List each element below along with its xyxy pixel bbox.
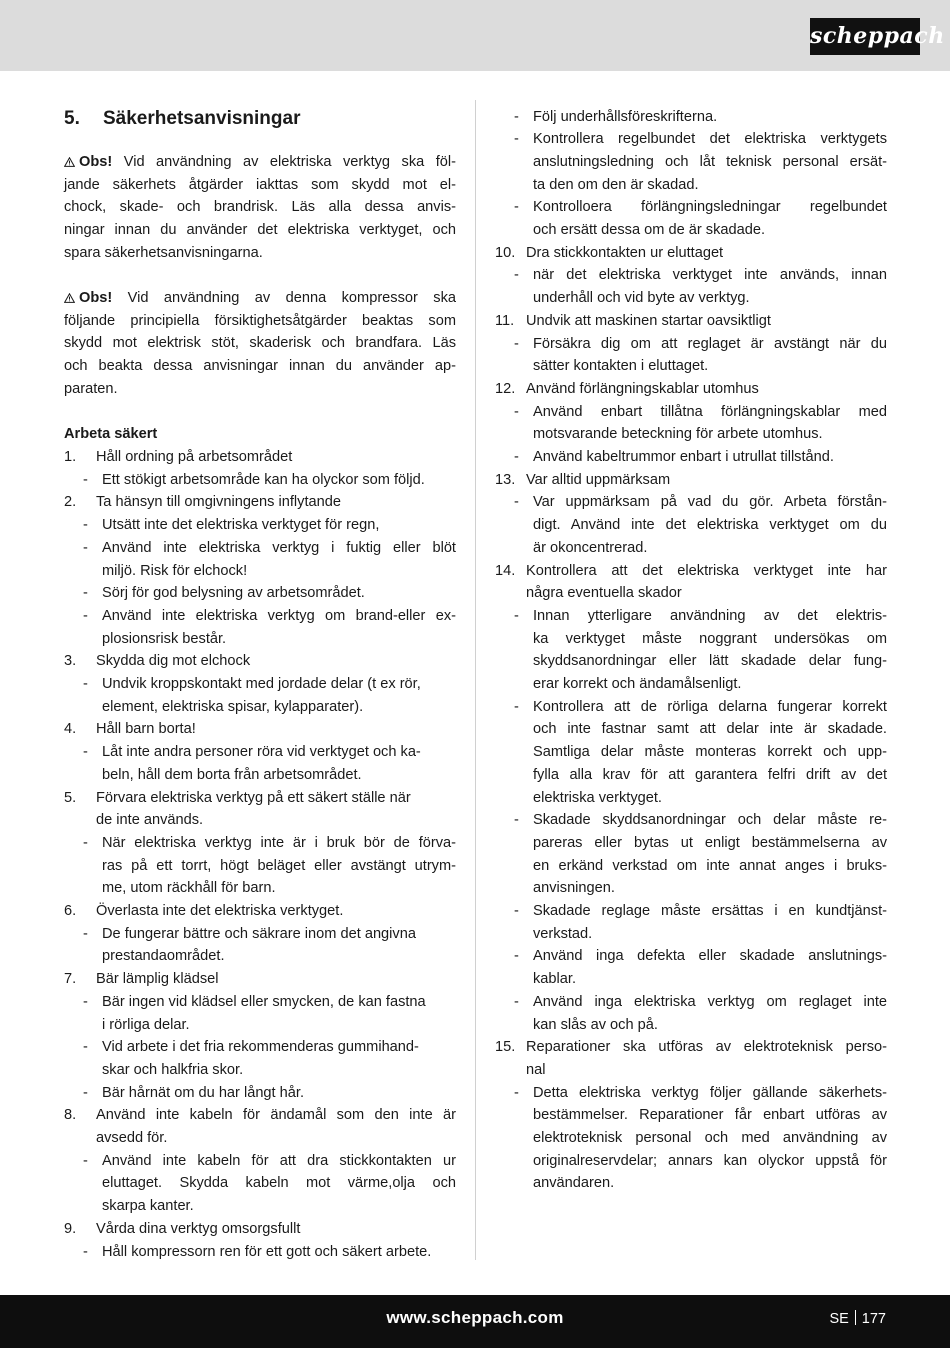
- item-text: me, utom räckhåll för barn.: [102, 880, 276, 897]
- item-text: erar korrekt och ändamålsenligt.: [533, 676, 742, 692]
- item-text: Undvik kroppskontakt med jordade delar (t ex rör,: [102, 676, 421, 692]
- intro-text: jande säkerhets åtgärder iakttas som skydd mot el-: [64, 176, 456, 193]
- item-text: beln, håll dem borta från arbetsområdet.: [102, 766, 362, 783]
- dash-bullet: -: [514, 607, 519, 624]
- item-number: 3.: [64, 653, 77, 670]
- item-text: Försäkra dig om att reglaget är avstängt när du: [533, 335, 887, 352]
- intro-line: [64, 154, 456, 170]
- dash-bullet: -: [514, 494, 519, 511]
- dash-bullet: -: [514, 403, 519, 420]
- item-number: 2.: [64, 494, 77, 511]
- dash-bullet: -: [514, 698, 519, 715]
- scheppach-logo: scheppach: [810, 18, 920, 55]
- dash-bullet: -: [514, 812, 519, 829]
- item-text: Ta hänsyn till omgivningens inflytande: [96, 494, 341, 511]
- intro-text: ningar innan du använder det elektriska verktyget, och: [64, 222, 456, 239]
- item-text: Skadade skyddsanordningar och delar måste re-: [533, 812, 887, 829]
- section-heading: Säkerhetsanvisningar: [103, 108, 301, 129]
- intro-line: [64, 313, 456, 329]
- item-text: Använd inga elektriska verktyg om reglaget inte: [533, 993, 887, 1010]
- item-text: Kontrollera att de rörliga delarna fungerar korrekt: [533, 698, 887, 715]
- intro-text: skydd mot elektrisk stöt, skaderisk och brandfara. Läs: [64, 335, 456, 352]
- language-code: SE: [829, 1311, 849, 1327]
- item-text: Bär lämplig klädsel: [96, 971, 219, 988]
- item-text: elektriska verktyget.: [533, 789, 662, 806]
- item-text: Använd kabeltrummor enbart i utrullat tillstånd.: [533, 449, 834, 465]
- item-text: och inte fastnar samt att delar inte är skadade.: [533, 721, 887, 738]
- item-text: Håll barn borta!: [96, 721, 196, 738]
- dash-bullet: -: [514, 199, 519, 216]
- item-text: motsvarande beteckning för arbete utomhus.: [533, 426, 823, 443]
- item-text: Skydda dig mot elchock: [96, 653, 251, 670]
- item-text: De fungerar bättre och säkrare inom det angivna: [102, 925, 416, 942]
- item-text: nal: [526, 1061, 546, 1078]
- item-text: och ersätt dessa om de är skadade.: [533, 222, 766, 238]
- item-text: skarpa kanter.: [102, 1198, 194, 1215]
- item-text: Kontrollera att det elektriska verktyget inte har: [526, 562, 887, 579]
- item-text: skyddsanordningar eller lätt skadade delar fung-: [533, 653, 887, 670]
- item-text: elektroteknisk personal och med användning av: [533, 1130, 887, 1146]
- item-text: en erkänd verkstad om inte annat anges i bruks-: [533, 857, 887, 874]
- item-text: ras på ett torrt, högt beläget eller avstängt utrym-: [102, 857, 456, 874]
- dash-bullet: -: [514, 335, 519, 352]
- item-number: 13.: [495, 471, 516, 488]
- item-text: plosionsrisk består.: [102, 630, 227, 647]
- item-number: 12.: [495, 380, 516, 397]
- dash-bullet: -: [514, 903, 519, 919]
- item-text: Reparationer ska utföras av elektroteknisk perso-: [526, 1039, 887, 1056]
- intro-line: [64, 245, 456, 261]
- item-text: Använd inte elektriska verktyg om brand-eller ex-: [102, 607, 456, 624]
- obs-label: Obs!: [79, 154, 113, 170]
- item-number: 10.: [495, 244, 516, 261]
- item-text: Följ underhållsföreskrifterna.: [533, 108, 718, 125]
- item-text: Använd inte elektriska verktyg i fuktig eller blöt: [102, 539, 456, 556]
- dash-bullet: -: [83, 585, 88, 602]
- section-number: 5.: [64, 108, 80, 129]
- item-text: Sörj för god belysning av arbetsområdet.: [102, 585, 365, 602]
- item-text: några eventuella skador: [526, 585, 682, 602]
- dash-bullet: -: [83, 1084, 88, 1101]
- item-text: fylla alla krav för att garantera felfri drift av det: [533, 766, 887, 783]
- item-text: Kontrolloera förlängningsledningar regelbundet: [533, 199, 887, 216]
- page-footer: [0, 1295, 950, 1348]
- dash-bullet: -: [83, 993, 88, 1010]
- dash-bullet: -: [514, 948, 519, 965]
- item-text: Använd inga defekta eller skadade anslutnings-: [533, 948, 887, 965]
- item-number: 6.: [64, 903, 77, 919]
- item-text: anvisningen.: [533, 880, 615, 897]
- item-text: Vårda dina verktyg omsorgsfullt: [96, 1220, 301, 1237]
- intro-text: Vid användning av elektriska verktyg ska föl-: [123, 154, 456, 170]
- item-number: 15.: [495, 1039, 516, 1056]
- page-header: [0, 0, 950, 71]
- section-title: [64, 108, 300, 130]
- item-text: Detta elektriska verktyg följer gällande säkerhets-: [533, 1084, 887, 1101]
- page-num: 177: [861, 1311, 886, 1327]
- item-text: Håll kompressorn ren för ett gott och säkert arbete.: [102, 1243, 432, 1260]
- item-number: 9.: [64, 1220, 77, 1237]
- item-text: Håll ordning på arbetsområdet: [96, 449, 293, 465]
- dash-bullet: -: [514, 993, 519, 1010]
- item-text: Var uppmärksam på vad du gör. Arbeta förstån-: [533, 494, 887, 511]
- intro-text: paraten.: [64, 380, 118, 397]
- page-separator: [855, 1310, 856, 1325]
- item-text: Vid arbete i det fria rekommenderas gummihand-: [102, 1039, 419, 1056]
- dash-bullet: -: [514, 108, 519, 125]
- item-text: prestandaområdet.: [102, 948, 225, 965]
- item-text: verkstad.: [533, 925, 593, 942]
- item-number: 1.: [64, 449, 77, 465]
- item-text: miljö. Risk för elchock!: [102, 562, 248, 579]
- column-divider: [475, 100, 476, 1260]
- dash-bullet: -: [83, 1243, 88, 1260]
- dash-bullet: -: [514, 449, 519, 465]
- dash-bullet: -: [83, 471, 88, 488]
- item-text: originalreservdelar; annars kan olyckor uppstå för: [533, 1152, 887, 1169]
- item-text: avsedd för.: [96, 1130, 168, 1146]
- item-text: digt. Använd inte det elektriska verktyget om du: [533, 517, 887, 534]
- item-text: Överlasta inte det elektriska verktyget.: [96, 903, 344, 919]
- intro-text: spara säkerhetsanvisningarna.: [64, 244, 263, 261]
- intro-text: Vid användning av denna kompressor ska: [127, 290, 456, 306]
- dash-bullet: -: [514, 1084, 519, 1101]
- item-text: eluttaget. Skydda kabeln mot värme,olja och: [102, 1175, 456, 1192]
- item-text: Låt inte andra personer röra vid verktyget och ka-: [102, 744, 421, 761]
- item-text: Använd förlängningskablar utomhus: [526, 380, 759, 397]
- item-text: När elektriska verktyg inte är i bruk bör de förva-: [102, 834, 456, 851]
- intro-line: [64, 381, 456, 397]
- item-text: Var alltid uppmärksam: [526, 471, 671, 488]
- dash-bullet: -: [83, 539, 88, 556]
- item-text: pareras eller bytas ut enligt bestämmelserna av: [533, 834, 887, 851]
- item-text: kablar.: [533, 971, 576, 988]
- item-text: är okoncentrerad.: [533, 539, 648, 556]
- item-text: bestämmelser. Reparationer får enbart utföras av: [533, 1107, 887, 1124]
- dash-bullet: -: [514, 267, 519, 284]
- item-text: Utsätt inte det elektriska verktyget för regn,: [102, 517, 380, 534]
- item-text: kan slås av och på.: [533, 1016, 658, 1033]
- dash-bullet: -: [83, 1152, 88, 1169]
- item-text: i rörliga delar.: [102, 1016, 190, 1033]
- work-safely-heading: Arbeta säkert: [64, 426, 158, 442]
- item-text: Samtliga delar måste monteras korrekt och upp-: [533, 744, 887, 761]
- item-text: Kontrollera regelbundet det elektriska verktygets: [533, 131, 887, 148]
- warning-triangle-icon: [64, 157, 75, 167]
- dash-bullet: -: [83, 517, 88, 534]
- item-text: Använd inte kabeln för att dra stickkontakten ur: [102, 1152, 456, 1169]
- item-text: anslutningsledning och låt teknisk personal ersät-: [533, 153, 887, 170]
- item-text: Ett stökigt arbetsområde kan ha olyckor som följd.: [102, 471, 425, 488]
- intro-line: [64, 199, 456, 215]
- item-text: ka verktyget måste noggrant undersökas om: [533, 630, 887, 647]
- item-text: skar och halkfria skor.: [102, 1061, 244, 1078]
- item-text: Innan ytterligare användning av det elektris-: [533, 607, 887, 624]
- intro-text: och beakta dessa anvisningar innan du använder ap-: [64, 358, 456, 375]
- item-text: sätter kontakten i eluttaget.: [533, 358, 709, 375]
- dash-bullet: -: [83, 744, 88, 761]
- item-number: 11.: [495, 312, 515, 329]
- intro-text: följande principiella försiktighetsåtgärder beaktas som: [64, 312, 456, 329]
- item-number: 14.: [495, 562, 516, 579]
- obs-label: Obs!: [79, 290, 113, 306]
- dash-bullet: -: [514, 131, 519, 148]
- item-text: Använd enbart tillåtna förlängningskablar med: [533, 403, 887, 420]
- intro-line: [64, 358, 456, 374]
- intro-line: [64, 335, 456, 351]
- item-text: de inte används.: [96, 812, 204, 829]
- item-text: Förvara elektriska verktyg på ett säkert ställe när: [96, 789, 411, 806]
- item-text: när det elektriska verktyget inte används, innan: [533, 267, 887, 284]
- item-number: 8.: [64, 1107, 77, 1124]
- dash-bullet: -: [83, 607, 88, 624]
- intro-line: [64, 222, 456, 238]
- item-text: användaren.: [533, 1175, 615, 1192]
- dash-bullet: -: [83, 676, 88, 692]
- item-number: 7.: [64, 971, 77, 988]
- item-text: Skadade reglage måste ersättas i en kundtjänst-: [533, 903, 887, 919]
- page-number: [829, 1310, 886, 1327]
- intro-line: [64, 290, 456, 306]
- intro-line: [64, 177, 456, 193]
- website-url[interactable]: www.scheppach.com: [386, 1308, 564, 1327]
- item-text: Undvik att maskinen startar oavsiktligt: [526, 312, 771, 329]
- item-text: Använd inte kabeln för ändamål som den inte är: [96, 1107, 456, 1124]
- dash-bullet: -: [83, 1039, 88, 1056]
- item-text: underhåll och vid byte av verktyg.: [533, 290, 750, 307]
- item-number: 4.: [64, 721, 77, 738]
- item-text: element, elektriska spisar, kylapparater).: [102, 698, 364, 715]
- item-number: 5.: [64, 789, 77, 806]
- dash-bullet: -: [83, 834, 88, 851]
- item-text: Bär ingen vid klädsel eller smycken, de kan fastna: [102, 993, 426, 1010]
- warning-triangle-icon: [64, 293, 75, 303]
- item-text: ta den om den är skadad.: [533, 176, 699, 193]
- item-text: Dra stickkontakten ur eluttaget: [526, 244, 724, 261]
- dash-bullet: -: [83, 925, 88, 942]
- item-text: Bär hårnät om du har långt hår.: [102, 1084, 305, 1101]
- intro-text: chock, skade- och brandrisk. Läs alla dessa anvis-: [64, 199, 456, 216]
